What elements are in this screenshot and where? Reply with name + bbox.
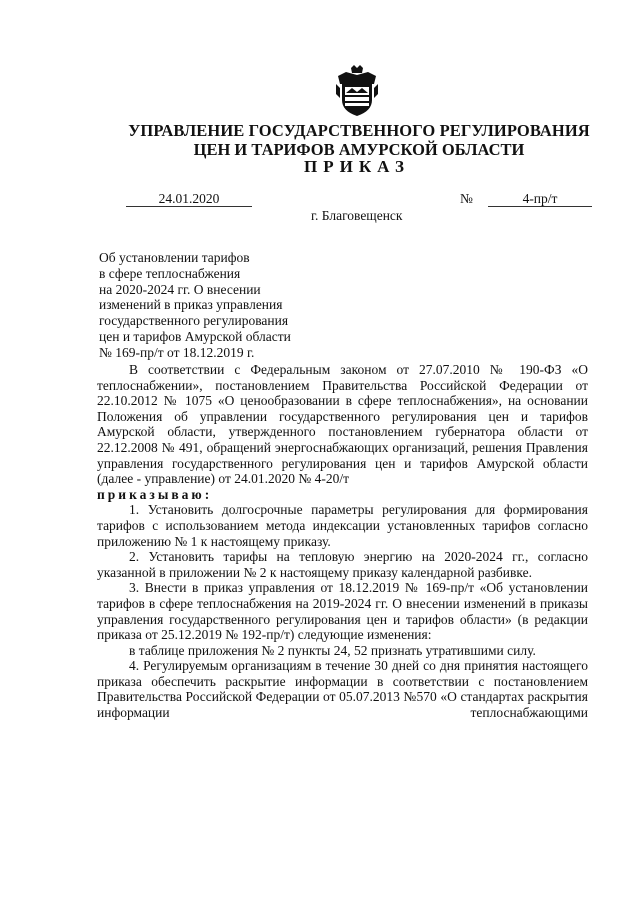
subject-line: Об установлении тарифов xyxy=(99,250,250,265)
order-item-4: 4. Регулируемым организациям в течение 30 дней со дня принятия настоящего приказа обеспечить раскрытие информации в соответствии с постановлением Правительства Российской Федерации от 05.07.2013 №570 «О стандартах раскрытия информации теплоснабжающими xyxy=(97,658,588,721)
subject-line: цен и тарифов Амурской области xyxy=(99,328,291,344)
order-item-1: 1. Установить долгосрочные параметры регулирования для формирования тарифов с использованием метода индексации установленных тарифов согласно приложению № 1 к настоящему приказу. xyxy=(97,502,588,549)
preamble-paragraph: В соответствии с Федеральным законом от 27.07.2010 № 190-ФЗ «О теплоснабжении», постановлением Правительства Российской Федерации от 22.10.2012 № 1075 «О ценообразовании в сфере теплоснабжения», на основании Положения об управлении государственного регулирования цен и тарифов Амурской области, утвержденного постановлением губернатора области от 22.12.2008 № 491, обращений энергоснабжающих организаций, решения Правления управления государственного регулирования цен и тарифов Амурской области (далее - управление) от 24.01.2020 № 4-20/т xyxy=(97,362,588,487)
order-subject xyxy=(99,250,329,361)
order-body xyxy=(97,362,588,721)
organization-name-line2: ЦЕН И ТАРИФОВ АМУРСКОЙ ОБЛАСТИ xyxy=(193,140,525,159)
order-date: 24.01.2020 xyxy=(126,191,252,207)
subject-line: на 2020-2024 гг. О внесении xyxy=(99,281,261,297)
subject-line: № 169-пр/т от 18.12.2019 г. xyxy=(99,344,255,360)
order-item-2: 2. Установить тарифы на тепловую энергию на 2020-2024 гг., согласно указанной в приложении № 2 к настоящему приказу календарной разбивке. xyxy=(97,549,588,580)
decree-word: приказываю: xyxy=(97,486,213,502)
order-number: 4-пр/т xyxy=(488,191,592,207)
issue-city: г. Благовещенск xyxy=(311,208,403,223)
subject-line: в сфере теплоснабжения xyxy=(99,265,241,281)
number-sign: № xyxy=(460,191,473,206)
organization-name-line1: УПРАВЛЕНИЕ ГОСУДАРСТВЕННОГО РЕГУЛИРОВАНИЯ xyxy=(128,121,590,140)
order-item-3-sub: в таблице приложения № 2 пункты 24, 52 признать утратившими силу. xyxy=(129,642,536,658)
subject-line: изменений в приказ управления xyxy=(99,297,283,313)
coat-of-arms-icon xyxy=(334,64,380,118)
document-type-title: ПРИКАЗ xyxy=(304,157,410,176)
order-item-3: 3. Внести в приказ управления от 18.12.2019 № 169-пр/т «Об установлении тарифов в сфере теплоснабжения на 2019-2024 гг. О внесении изменений в приказы управления государственного регулирования цен и тарифов области» (в редакции приказа от 25.12.2019 № 192-пр/т) следующие изменения: xyxy=(97,580,588,643)
subject-line: государственного регулирования xyxy=(99,313,289,329)
